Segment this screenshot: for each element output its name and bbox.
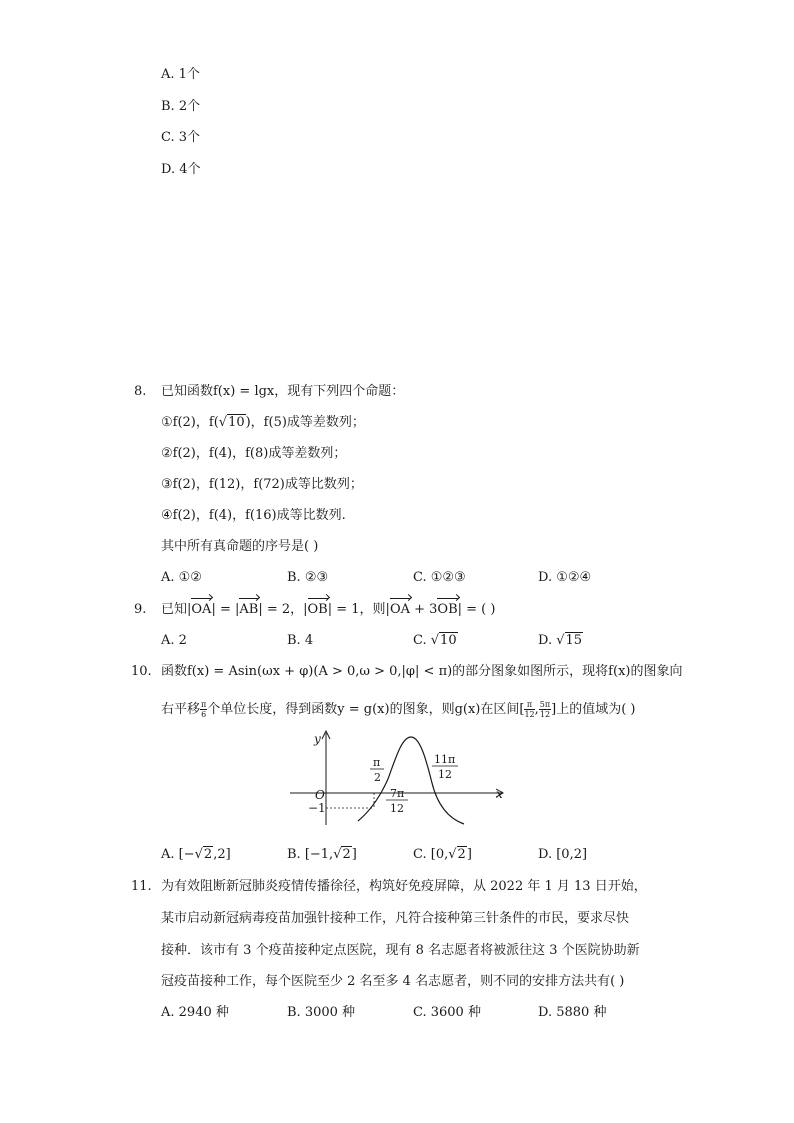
q10-line-1: 函数f(x) = Asin(ωx + φ)(A > 0,ω > 0,|φ| < π)的部分图象如图所示，现将f(x)的图象向 <box>161 664 683 679</box>
q10-option-c: C. [0,√2] <box>413 847 472 862</box>
q11-option-d: D. 5880 种 <box>538 1005 607 1020</box>
q8-question: 其中所有真命题的序号是( ) <box>161 539 319 554</box>
q11-line-4: 冠疫苗接种工作，每个医院至少 2 名至多 4 名志愿者，则不同的安排方法共有( ) <box>161 974 625 989</box>
y-axis-label: y <box>314 732 321 746</box>
q8-item-2: ②f(2)，f(4)，f(8)成等差数列； <box>161 446 347 461</box>
eleven-pi-den: 12 <box>438 768 452 781</box>
seven-pi-den: 12 <box>390 802 404 815</box>
q8-option-a: A. ①② <box>161 570 202 585</box>
q11-option-b: B. 3000 种 <box>287 1005 356 1020</box>
frac-5pi-12: $\frac{5\pi}{12}$ <box>539 700 551 719</box>
q11-line-2: 某市启动新冠病毒疫苗加强针接种工作，凡符合接种第三针条件的市民，要求尽快 <box>161 911 630 926</box>
q8-item-1: ①f(2)，f(√10)，f(5)成等差数列； <box>161 415 365 430</box>
q9-option-b: B. 4 <box>287 633 314 648</box>
q9-number: 9. <box>134 602 147 617</box>
sine-graph-figure <box>280 727 520 827</box>
q10-number: 10. <box>131 664 152 679</box>
q8-item-4: ④f(2)，f(4)，f(16)成等比数列. <box>161 508 346 523</box>
pi-half-den: 2 <box>374 771 381 784</box>
q8-item-3: ③f(2)，f(12)，f(72)成等比数列； <box>161 477 363 492</box>
q8-option-c: C. ①②③ <box>413 570 466 585</box>
q7-option-b: B. 2个 <box>161 99 201 114</box>
q11-number: 11. <box>131 879 152 894</box>
frac-pi-12: $\frac{\pi}{12}$ <box>524 700 535 719</box>
q9-option-a: A. 2 <box>161 633 187 648</box>
q7-option-a: A. 1个 <box>161 67 200 82</box>
q10-option-b: B. [−1,√2] <box>287 847 357 862</box>
q8-option-b: B. ②③ <box>287 570 329 585</box>
q9-stem: 已知|OA| = |AB| = 2，|OB| = 1，则|OA + 3OB| = ( ) <box>161 602 496 617</box>
origin-label: O <box>315 788 325 802</box>
q11-line-1: 为有效阻断新冠肺炎疫情传播徐径，构筑好免疫屏障，从 2022 年 1 月 13 日开始， <box>161 879 647 894</box>
neg-one-label: −1 <box>308 801 326 815</box>
q10-option-a: A. [−√2,2] <box>161 847 231 862</box>
q7-option-c: C. 3个 <box>161 130 201 145</box>
x-axis-label: x <box>496 787 503 801</box>
seven-pi-num: 7π <box>390 787 405 800</box>
q10-option-d: D. [0,2] <box>538 847 588 862</box>
eleven-pi-num: 11π <box>434 753 456 766</box>
frac-pi-6: $\frac{\pi}{6}$ <box>201 700 207 719</box>
q11-line-3: 接种．该市有 3 个疫苗接种定点医院，现有 8 名志愿者将被派往这 3 个医院协助新 <box>161 943 640 958</box>
pi-half-num: π <box>373 756 381 769</box>
q9-option-c: C. √10 <box>413 633 457 648</box>
q8-option-d: D. ①②④ <box>538 570 592 585</box>
q9-option-d: D. √15 <box>538 633 583 648</box>
q8-stem: 已知函数f(x) = lgx，现有下列四个命题： <box>161 384 405 399</box>
q7-option-d: D. 4个 <box>161 162 201 177</box>
q8-number: 8. <box>134 384 147 399</box>
q11-option-c: C. 3600 种 <box>413 1005 481 1020</box>
q11-option-a: A. 2940 种 <box>161 1005 229 1020</box>
q10-line-2: 右平移 $\frac{\pi}{6}$ 个单位长度，得到函数y = g(x)的图象，则g(x)在区间[ $\frac{\pi}{12}$ , $\frac{5\pi}{12}$ ]上的值域为( ) <box>161 700 636 719</box>
